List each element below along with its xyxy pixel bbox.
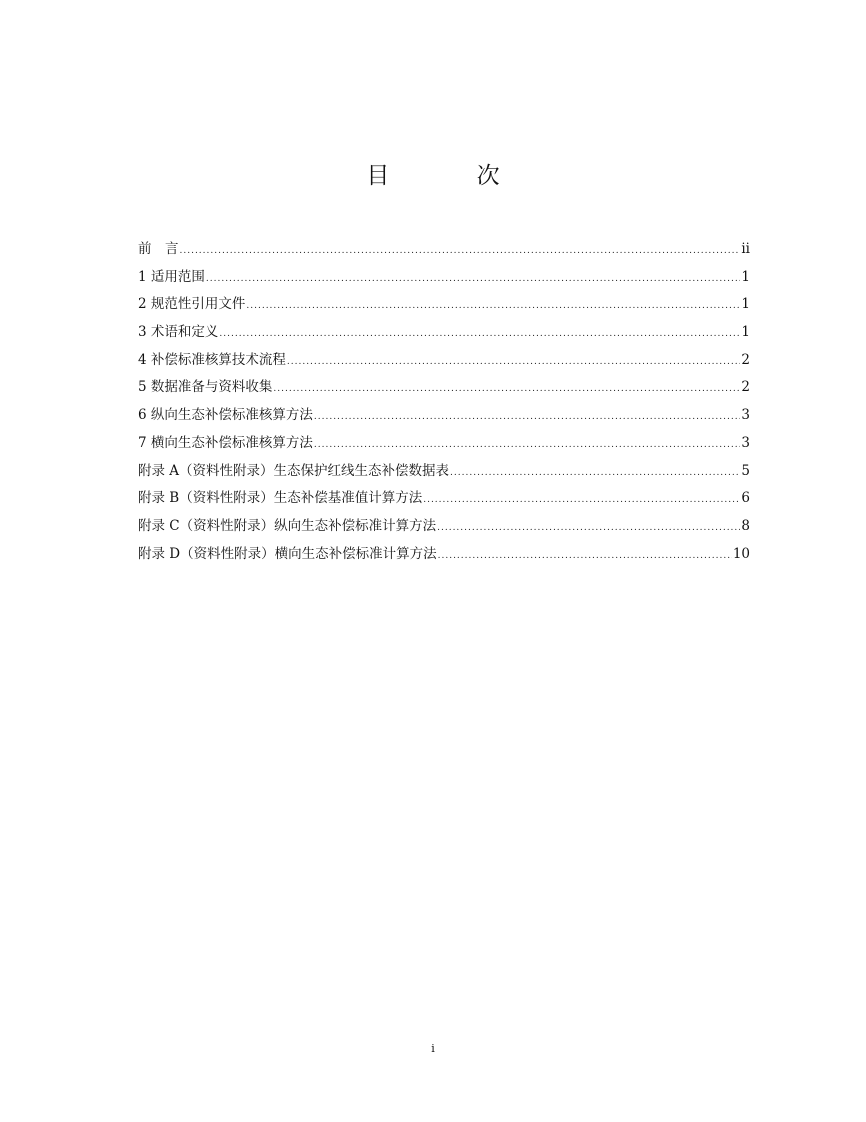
toc-entry-foreword[interactable] [138, 236, 750, 264]
toc-leader-dots [423, 487, 740, 515]
toc-entry-page: 1 [741, 268, 750, 285]
toc-leader-dots [450, 460, 740, 488]
toc-leader-dots [219, 321, 740, 349]
toc-entry-page: 3 [741, 407, 750, 424]
toc-entry-label: 3 术语和定义 [138, 324, 219, 341]
toc-entry-appendix-d[interactable] [138, 541, 750, 569]
toc-entry-page: 8 [741, 517, 750, 534]
toc-entry-scope[interactable] [138, 264, 750, 292]
toc-entry-page: 2 [741, 351, 750, 368]
toc-entry-technical-process[interactable] [138, 347, 750, 375]
toc-entry-label: 5 数据准备与资料收集 [138, 379, 273, 396]
toc-entry-label: 附录 A（资料性附录）生态保护红线生态补偿数据表 [138, 462, 450, 479]
toc-entry-vertical-method[interactable] [138, 402, 750, 430]
page-number: i [431, 1042, 435, 1055]
toc-entry-label: 附录 D（资料性附录）横向生态补偿标准计算方法 [138, 545, 437, 562]
toc-entry-data-preparation[interactable] [138, 374, 750, 402]
toc-leader-dots [437, 515, 740, 543]
toc-entry-appendix-c[interactable] [138, 513, 750, 541]
toc-entry-page: 3 [741, 434, 750, 451]
toc-entry-page: 1 [741, 324, 750, 341]
toc-leader-dots [438, 543, 732, 571]
toc-entry-page: 1 [741, 296, 750, 313]
toc-entry-appendix-b[interactable] [138, 485, 750, 513]
toc-entry-label: 附录 C（资料性附录）纵向生态补偿标准计算方法 [138, 517, 437, 534]
toc-entry-label: 7 横向生态补偿标准核算方法 [138, 434, 313, 451]
toc-entry-label: 1 适用范围 [138, 268, 205, 285]
toc-entry-label: 前 言 [138, 241, 179, 257]
toc-entry-label: 4 补偿标准核算技术流程 [138, 351, 286, 368]
toc-entry-label: 2 规范性引用文件 [138, 296, 246, 313]
toc-entry-page: 2 [741, 379, 750, 396]
page-title: 目 次 [366, 163, 540, 189]
toc-leader-dots [287, 349, 741, 377]
toc-entry-label: 附录 B（资料性附录）生态补偿基准值计算方法 [138, 490, 423, 507]
toc-leader-dots [314, 432, 741, 460]
toc-entry-page: 5 [741, 462, 750, 479]
toc-leader-dots [180, 238, 741, 266]
toc-entry-horizontal-method[interactable] [138, 430, 750, 458]
toc-entry-label: 6 纵向生态补偿标准核算方法 [138, 407, 313, 424]
toc-entry-normative-references[interactable] [138, 291, 750, 319]
toc-entry-terms-definitions[interactable] [138, 319, 750, 347]
table-of-contents [138, 236, 750, 568]
toc-leader-dots [273, 376, 740, 404]
toc-leader-dots [206, 266, 741, 294]
toc-entry-page: ii [741, 241, 750, 257]
toc-entry-page: 6 [741, 490, 750, 507]
toc-leader-dots [246, 293, 740, 321]
toc-leader-dots [314, 404, 741, 432]
toc-entry-appendix-a[interactable] [138, 458, 750, 486]
toc-entry-page: 10 [732, 545, 750, 562]
